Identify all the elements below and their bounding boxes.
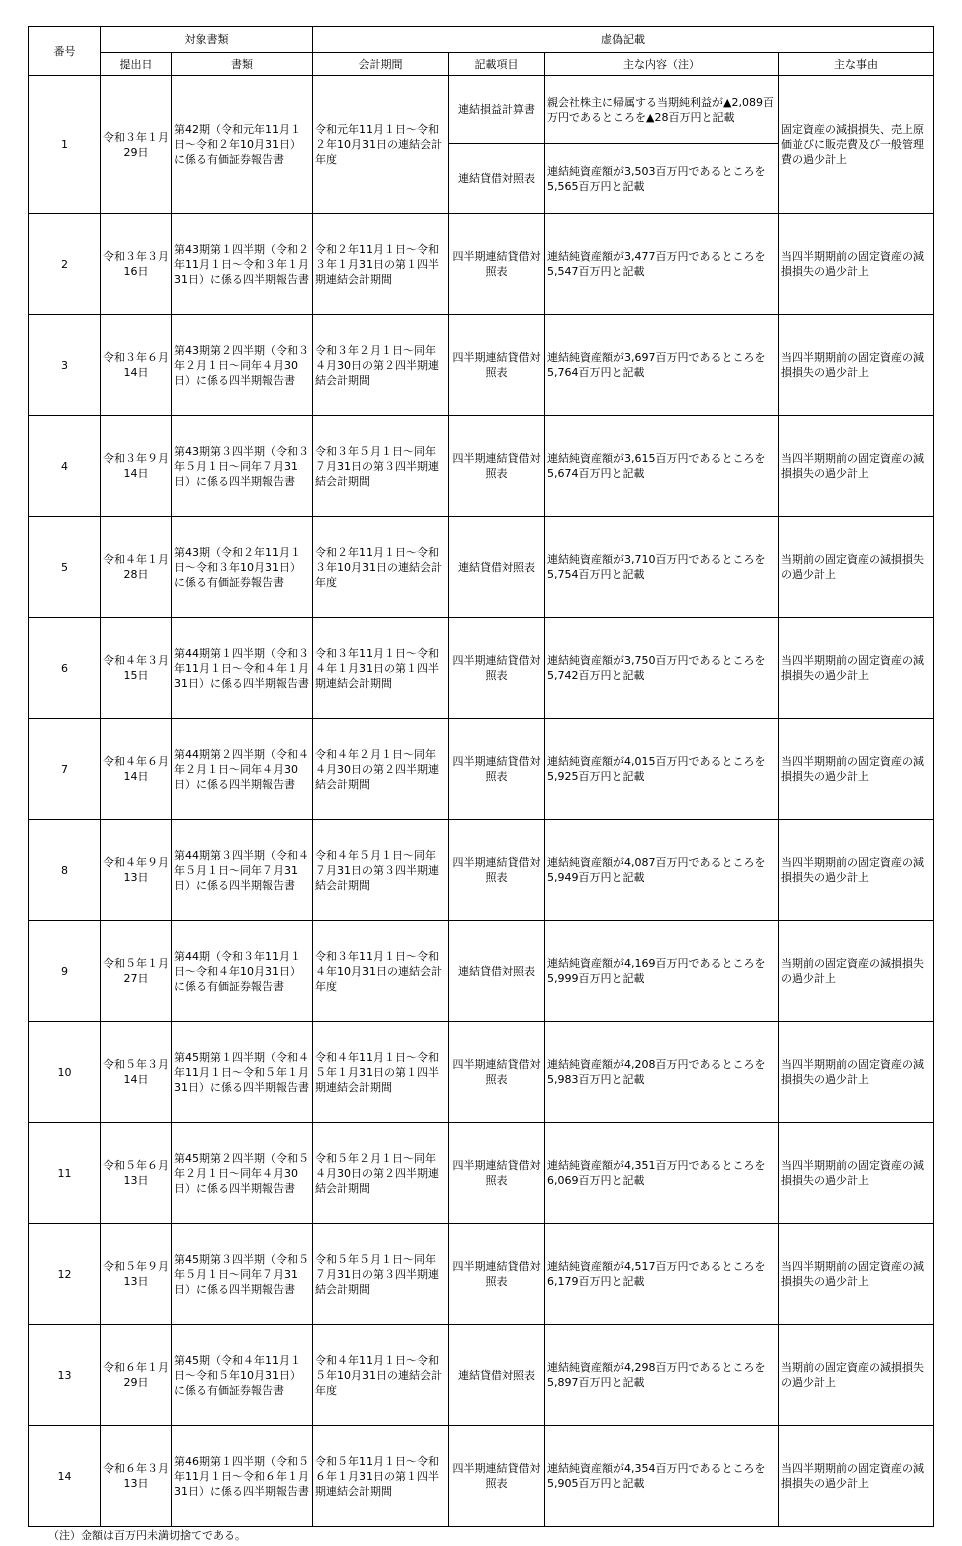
header-false: 虚偽記載: [313, 27, 934, 53]
cell-period: 令和３年２月１日～同年４月30日の第２四半期連結会計期間: [313, 315, 449, 416]
header-reason: 主な事由: [779, 53, 934, 76]
cell-item: 連結貸借対照表: [449, 144, 545, 214]
table-row: [29, 517, 934, 618]
cell-period: 令和４年５月１日～同年７月31日の第３四半期連結会計期間: [313, 820, 449, 921]
cell-no: 4: [29, 416, 101, 517]
cell-doc: 第45期第１四半期（令和４年11月１日～令和５年１月31日）に係る四半期報告書: [172, 1022, 313, 1123]
cell-item: 連結損益計算書: [449, 76, 545, 144]
cell-item: 四半期連結貸借対照表: [449, 719, 545, 820]
cell-reason: 当四半期期前の固定資産の減損損失の過少計上: [779, 1123, 934, 1224]
cell-no: 6: [29, 618, 101, 719]
cell-no: 9: [29, 921, 101, 1022]
cell-reason: 当四半期期前の固定資産の減損損失の過少計上: [779, 1022, 934, 1123]
cell-item: 四半期連結貸借対照表: [449, 1022, 545, 1123]
cell-period: 令和３年11月１日～令和４年10月31日の連結会計年度: [313, 921, 449, 1022]
cell-doc: 第45期第３四半期（令和５年５月１日～同年７月31日）に係る四半期報告書: [172, 1224, 313, 1325]
table-row: [29, 921, 934, 1022]
cell-content: 連結純資産額が3,710百万円であるところを5,754百万円と記載: [545, 517, 779, 618]
header-date: 提出日: [101, 53, 172, 76]
cell-no: 7: [29, 719, 101, 820]
cell-period: 令和元年11月１日～令和２年10月31日の連結会計年度: [313, 76, 449, 214]
cell-content: 連結純資産額が3,503百万円であるところを5,565百万円と記載: [545, 144, 779, 214]
cell-doc: 第43期第１四半期（令和２年11月１日～令和３年１月31日）に係る四半期報告書: [172, 214, 313, 315]
cell-period: 令和２年11月１日～令和３年10月31日の連結会計年度: [313, 517, 449, 618]
cell-reason: 当期前の固定資産の減損損失の過少計上: [779, 921, 934, 1022]
cell-content: 連結純資産額が4,517百万円であるところを6,179百万円と記載: [545, 1224, 779, 1325]
cell-period: 令和４年11月１日～令和５年10月31日の連結会計年度: [313, 1325, 449, 1426]
cell-period: 令和５年５月１日～同年７月31日の第３四半期連結会計期間: [313, 1224, 449, 1325]
cell-no: 1: [29, 76, 101, 214]
cell-doc: 第45期（令和４年11月１日～令和５年10月31日）に係る有価証券報告書: [172, 1325, 313, 1426]
cell-content: 連結純資産額が3,615百万円であるところを5,674百万円と記載: [545, 416, 779, 517]
cell-period: 令和３年５月１日～同年７月31日の第３四半期連結会計期間: [313, 416, 449, 517]
table-row: [29, 618, 934, 719]
cell-reason: 当四半期期前の固定資産の減損損失の過少計上: [779, 719, 934, 820]
cell-reason: 当四半期期前の固定資産の減損損失の過少計上: [779, 315, 934, 416]
table-row: [29, 1325, 934, 1426]
cell-item: 四半期連結貸借対照表: [449, 1123, 545, 1224]
cell-no: 8: [29, 820, 101, 921]
cell-item: 連結貸借対照表: [449, 1325, 545, 1426]
cell-date: 令和３年６月14日: [101, 315, 172, 416]
cell-date: 令和６年３月13日: [101, 1426, 172, 1527]
cell-reason: 当四半期期前の固定資産の減損損失の過少計上: [779, 820, 934, 921]
table-row: [29, 719, 934, 820]
cell-doc: 第46期第１四半期（令和５年11月１日～令和６年１月31日）に係る四半期報告書: [172, 1426, 313, 1527]
header-period: 会計期間: [313, 53, 449, 76]
table-row: [29, 1224, 934, 1325]
cell-date: 令和５年１月27日: [101, 921, 172, 1022]
header-item: 記載項目: [449, 53, 545, 76]
header-content: 主な内容（注）: [545, 53, 779, 76]
cell-no: 3: [29, 315, 101, 416]
cell-item: 四半期連結貸借対照表: [449, 315, 545, 416]
cell-no: 14: [29, 1426, 101, 1527]
cell-no: 10: [29, 1022, 101, 1123]
cell-no: 12: [29, 1224, 101, 1325]
cell-no: 2: [29, 214, 101, 315]
cell-content: 連結純資産額が4,298百万円であるところを5,897百万円と記載: [545, 1325, 779, 1426]
cell-period: 令和５年11月１日～令和６年１月31日の第１四半期連結会計期間: [313, 1426, 449, 1527]
cell-content: 連結純資産額が4,208百万円であるところを5,983百万円と記載: [545, 1022, 779, 1123]
cell-date: 令和４年６月14日: [101, 719, 172, 820]
footnote: （注）金額は百万円未満切捨てである。: [48, 1529, 246, 1542]
table-row: [29, 416, 934, 517]
cell-reason: 当四半期期前の固定資産の減損損失の過少計上: [779, 1224, 934, 1325]
table-row: [29, 76, 934, 144]
cell-content: 連結純資産額が3,750百万円であるところを5,742百万円と記載: [545, 618, 779, 719]
cell-doc: 第44期（令和３年11月１日～令和４年10月31日）に係る有価証券報告書: [172, 921, 313, 1022]
cell-date: 令和４年３月15日: [101, 618, 172, 719]
cell-doc: 第43期（令和２年11月１日～令和３年10月31日）に係る有価証券報告書: [172, 517, 313, 618]
cell-doc: 第44期第３四半期（令和４年５月１日～同年７月31日）に係る四半期報告書: [172, 820, 313, 921]
cell-period: 令和２年11月１日～令和３年１月31日の第１四半期連結会計期間: [313, 214, 449, 315]
cell-no: 13: [29, 1325, 101, 1426]
cell-period: 令和４年２月１日～同年４月30日の第２四半期連結会計期間: [313, 719, 449, 820]
cell-reason: 当四半期期前の固定資産の減損損失の過少計上: [779, 1426, 934, 1527]
cell-reason: 当期前の固定資産の減損損失の過少計上: [779, 517, 934, 618]
false-statement-table: [28, 26, 934, 1527]
cell-date: 令和５年９月13日: [101, 1224, 172, 1325]
cell-date: 令和６年１月29日: [101, 1325, 172, 1426]
cell-content: 連結純資産額が4,169百万円であるところを5,999百万円と記載: [545, 921, 779, 1022]
cell-doc: 第43期第２四半期（令和３年２月１日～同年４月30日）に係る四半期報告書: [172, 315, 313, 416]
cell-content: 連結純資産額が3,697百万円であるところを5,764百万円と記載: [545, 315, 779, 416]
cell-doc: 第43期第３四半期（令和３年５月１日～同年７月31日）に係る四半期報告書: [172, 416, 313, 517]
cell-doc: 第45期第２四半期（令和５年２月１日～同年４月30日）に係る四半期報告書: [172, 1123, 313, 1224]
cell-doc: 第42期（令和元年11月１日～令和２年10月31日）に係る有価証券報告書: [172, 76, 313, 214]
cell-no: 11: [29, 1123, 101, 1224]
cell-doc: 第44期第１四半期（令和３年11月１日～令和４年１月31日）に係る四半期報告書: [172, 618, 313, 719]
cell-date: 令和３年９月14日: [101, 416, 172, 517]
cell-content: 連結純資産額が4,354百万円であるところを5,905百万円と記載: [545, 1426, 779, 1527]
cell-period: 令和３年11月１日～令和４年１月31日の第１四半期連結会計期間: [313, 618, 449, 719]
cell-date: 令和５年３月14日: [101, 1022, 172, 1123]
cell-content: 親会社株主に帰属する当期純利益が▲2,089百万円であるところを▲28百万円と記載: [545, 76, 779, 144]
table-row: [29, 214, 934, 315]
table-row: [29, 1123, 934, 1224]
cell-content: 連結純資産額が4,351百万円であるところを6,069百万円と記載: [545, 1123, 779, 1224]
cell-item: 連結貸借対照表: [449, 921, 545, 1022]
cell-reason: 当期前の固定資産の減損損失の過少計上: [779, 1325, 934, 1426]
cell-date: 令和３年３月16日: [101, 214, 172, 315]
cell-no: 5: [29, 517, 101, 618]
cell-item: 四半期連結貸借対照表: [449, 1426, 545, 1527]
table-row: [29, 1426, 934, 1527]
header-no: 番号: [29, 27, 101, 76]
cell-date: 令和４年１月28日: [101, 517, 172, 618]
cell-reason: 固定資産の減損損失、売上原価並びに販売費及び一般管理費の過少計上: [779, 76, 934, 214]
cell-item: 四半期連結貸借対照表: [449, 618, 545, 719]
cell-doc: 第44期第２四半期（令和４年２月１日～同年４月30日）に係る四半期報告書: [172, 719, 313, 820]
header-target: 対象書類: [101, 27, 313, 53]
table-row: [29, 820, 934, 921]
cell-content: 連結純資産額が4,087百万円であるところを5,949百万円と記載: [545, 820, 779, 921]
cell-date: 令和５年６月13日: [101, 1123, 172, 1224]
table-row: [29, 1022, 934, 1123]
cell-item: 四半期連結貸借対照表: [449, 820, 545, 921]
cell-item: 連結貸借対照表: [449, 517, 545, 618]
cell-period: 令和４年11月１日～令和５年１月31日の第１四半期連結会計期間: [313, 1022, 449, 1123]
cell-reason: 当四半期期前の固定資産の減損損失の過少計上: [779, 416, 934, 517]
table-row: [29, 315, 934, 416]
cell-item: 四半期連結貸借対照表: [449, 1224, 545, 1325]
cell-date: 令和３年１月29日: [101, 76, 172, 214]
cell-item: 四半期連結貸借対照表: [449, 214, 545, 315]
header-doc: 書類: [172, 53, 313, 76]
cell-content: 連結純資産額が4,015百万円であるところを5,925百万円と記載: [545, 719, 779, 820]
cell-content: 連結純資産額が3,477百万円であるところを5,547百万円と記載: [545, 214, 779, 315]
cell-item: 四半期連結貸借対照表: [449, 416, 545, 517]
cell-reason: 当四半期期前の固定資産の減損損失の過少計上: [779, 214, 934, 315]
cell-date: 令和４年９月13日: [101, 820, 172, 921]
cell-reason: 当四半期期前の固定資産の減損損失の過少計上: [779, 618, 934, 719]
cell-period: 令和５年２月１日～同年４月30日の第２四半期連結会計期間: [313, 1123, 449, 1224]
